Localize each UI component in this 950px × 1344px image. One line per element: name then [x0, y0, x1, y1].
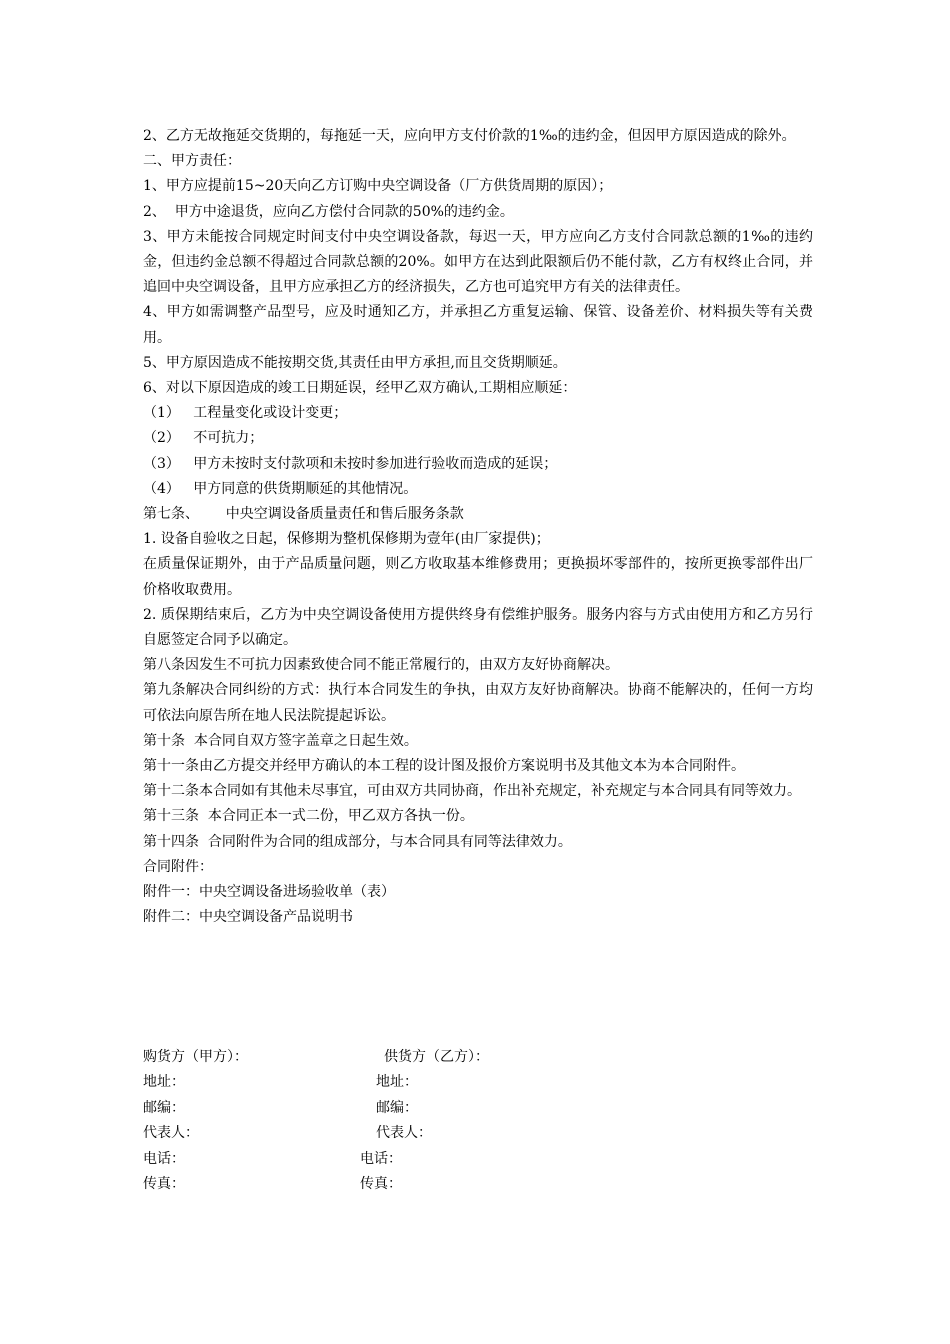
signature-row	[143, 1121, 813, 1146]
seller-address-label: 地址：	[376, 1074, 418, 1091]
signature-row	[143, 1070, 813, 1095]
signature-block	[143, 1045, 813, 1197]
attachment-item: 附件一：中央空调设备进场验收单（表）	[143, 884, 395, 901]
section-heading-party-a: 二、甲方责任：	[143, 153, 241, 170]
clause-warranty: 1. 设备自验收之日起，保修期为整机保修期为壹年(由厂家提供)；	[143, 531, 550, 548]
clause-completion-delay: 6、对以下原因造成的竣工日期延误，经甲乙双方确认,工期相应顺延：	[143, 380, 577, 397]
seller-postcode-label: 邮编：	[376, 1099, 418, 1116]
seller-representative-label: 代表人：	[376, 1125, 432, 1142]
buyer-phone-label: 电话：	[143, 1150, 185, 1167]
seller-phone-label: 电话：	[360, 1150, 402, 1167]
list-item: （1） 工程量变化或设计变更；	[143, 405, 348, 422]
buyer-representative-label: 代表人：	[143, 1125, 199, 1142]
buyer-title: 购货方（甲方）：	[143, 1049, 248, 1065]
list-item: （3） 甲方未按时支付款项和未按时参加进行验收而造成的延误；	[143, 455, 558, 472]
clause-model-change: 4、甲方如需调整产品型号，应及时通知乙方，并承担乙方重复运输、保管、设备差价、材料损失等有关费用。	[143, 304, 813, 346]
article-11: 第十一条由乙方提交并经甲方确认的本工程的设计图及报价方案说明书及其他文本为本合同附件。	[143, 758, 745, 775]
article-14: 第十四条 合同附件为合同的组成部分，与本合同具有同等法律效力。	[143, 833, 572, 850]
attachments-heading: 合同附件：	[143, 858, 213, 875]
buyer-fax-label: 传真：	[143, 1175, 185, 1192]
contract-body	[143, 124, 813, 931]
list-item: （2） 不可抗力；	[143, 430, 264, 447]
signature-row	[143, 1147, 813, 1172]
seller-title: 供货方（乙方）：	[384, 1049, 489, 1065]
article-9: 第九条解决合同纠纷的方式：执行本合同发生的争执，由双方友好协商解决。协商不能解决的，任何一方均可依法向原告所在地人民法院提起诉讼。	[143, 682, 813, 724]
clause-delay-penalty: 2、乙方无故拖延交货期的，每拖延一天，应向甲方支付价款的1‰的违约金，但因甲方原因造成的除外。	[143, 128, 796, 144]
attachment-item: 附件二：中央空调设备产品说明书	[143, 909, 353, 926]
clause-late-payment: 3、甲方未能按合同规定时间支付中央空调设备款，每迟一天，甲方应向乙方支付合同款总额的1‰的违约金，但违约金总额不得超过合同款总额的20%。如甲方在达到此限额后仍不能付款，乙方有权终止合同，并追回中央空调设备，且甲方应承担乙方的经济损失，乙方也可追究甲方有关的法律责任。	[143, 228, 813, 296]
seller-fax-label: 传真：	[360, 1175, 402, 1192]
clause-out-of-warranty: 在质量保证期外，由于产品质量问题，则乙方收取基本维修费用；更换损坏零部件的，按所更换零部件出厂价格收取费用。	[143, 556, 813, 598]
clause-lifetime-service: 2. 质保期结束后，乙方为中央空调设备使用方提供终身有偿维护服务。服务内容与方式由使用方和乙方另行自愿签定合同予以确定。	[143, 606, 813, 649]
list-item: （4） 甲方同意的供货期顺延的其他情况。	[143, 480, 418, 497]
buyer-postcode-label: 邮编：	[143, 1099, 185, 1116]
article-13: 第十三条 本合同正本一式二份，甲乙双方各执一份。	[143, 808, 474, 825]
article-12: 第十二条本合同如有其他未尽事宜，可由双方共同协商，作出补充规定，补充规定与本合同具有同等效力。	[143, 783, 801, 800]
signature-row	[143, 1045, 813, 1070]
article-8: 第八条因发生不可抗力因素致使合同不能正常履行的，由双方友好协商解决。	[143, 657, 619, 674]
article-7-heading: 第七条、 中央空调设备质量责任和售后服务条款	[143, 506, 464, 523]
clause-delivery-delay: 5、甲方原因造成不能按期交货,其责任由甲方承担,而且交货期顺延。	[143, 354, 567, 371]
signature-row	[143, 1096, 813, 1121]
signature-row	[143, 1172, 813, 1197]
article-10: 第十条 本合同自双方签字盖章之日起生效。	[143, 732, 418, 749]
clause-order-lead-time: 1、甲方应提前15~20天向乙方订购中央空调设备（厂方供货周期的原因）；	[143, 178, 613, 195]
clause-return-penalty: 2、 甲方中途退货，应向乙方偿付合同款的50%的违约金。	[143, 203, 514, 220]
buyer-address-label: 地址：	[143, 1074, 185, 1091]
